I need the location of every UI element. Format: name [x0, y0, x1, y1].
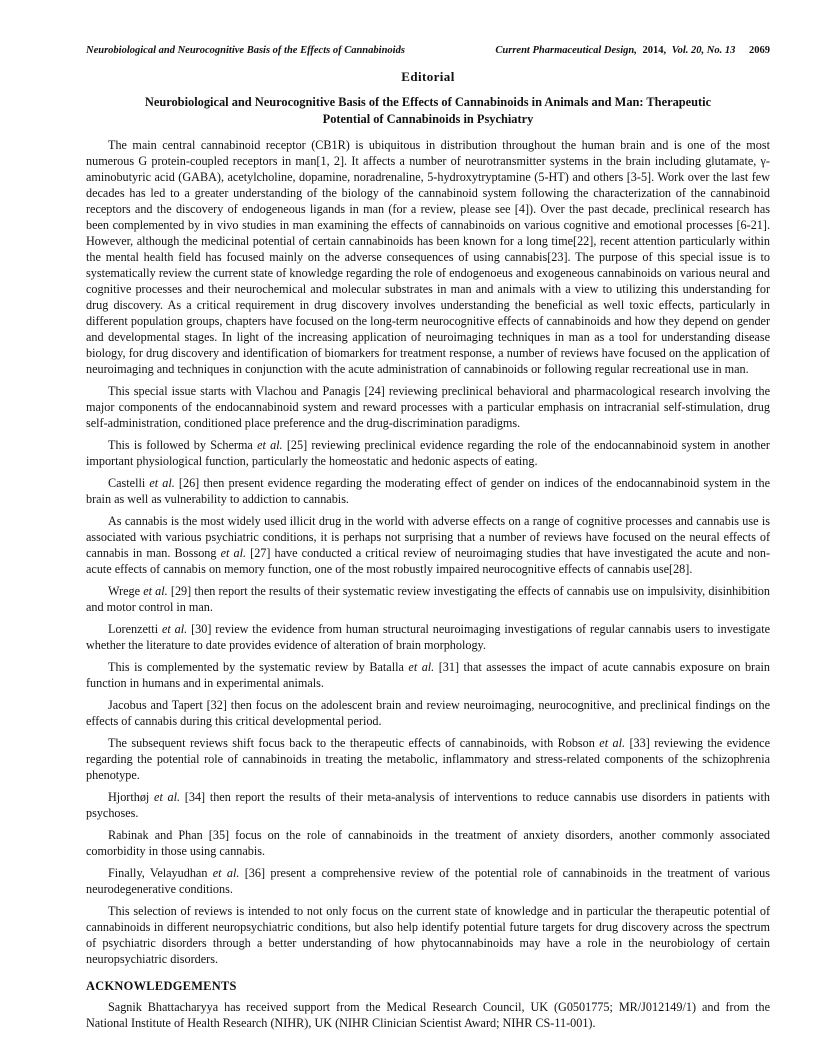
article-title — [86, 94, 770, 128]
paragraph: This special issue starts with Vlachou and Panagis [24] reviewing preclinical behavioral and pharmacological research involving the major components of the endocannabinoid system and reward processes with a particular emphasis on intracranial self-stimulation, drug self-administration, conditioned place preference and the drug-discrimination paradigms. — [86, 384, 770, 430]
paragraph: Jacobus and Tapert [32] then focus on the adolescent brain and review neuroimaging, neurocognitive, and preclinical findings on the effects of cannabis during this critical developmental period. — [86, 698, 770, 728]
paragraph: Hjorthøj et al. [34] then report the results of their meta-analysis of interventions to reduce cannabis use disorders in patients with psychoses. — [86, 790, 770, 820]
paragraph: Lorenzetti et al. [30] review the evidence from human structural neuroimaging investigations of regular cannabis users to investigate whether the literature to date provides evidence of alteration of brain morphology. — [86, 622, 771, 652]
paragraph: The main central cannabinoid receptor (CB1R) is ubiquitous in distribution throughout the human brain and is one of the most numerous G protein-coupled receptors in man[1, 2]. It affects a number of neurotransmitter systems in the brain including glutamate, γ-aminobutyric acid (GABA), acetylcholine, dopamine, noradrenaline, 5-hydroxytryptamine (5-HT) and others [3-5]. Work over the last few decades has led to a greater understanding of the biology of the cannabinoid system following the characterization of the cannabinoid receptors and the discovery of endogeneous ligands in man (for a review, please see [4]). Over the past decade, preclinical research has been complemented by in vivo studies in man examining the effects of cannabinoids on various cognitive and emotional processes [6-21]. However, although the medicinal potential of certain cannabinoids has been known for a long time[22], recent attention particularly within the mental health field has focused mainly on the adverse consequences of using cannabis[23]. The purpose of this special issue is to systematically review the current state of knowledge regarding the role of endogenoeus and exogeneous cannabinoids on various neural and cognitive processes and their neurochemical and molecular substrates in man and animals with a view to utilizing this understanding for drug discovery. As a critical requirement in drug discovery involves understanding the beneficial as well toxic effects, particularly in different population groups, chapters have focused on the long-term neurocognitive effects of cannabinoids and how they depend on gender and developmental stages. In light of the increasing application of neuroimaging techniques in man as a tool for understanding disease biology, for drug discovery and identification of biomarkers for treatment response, a number of reviews have focused on the application of neuroimaging and techniques in conjunction with the acute administration of cannabinoids or following regular recreational use in man. — [86, 138, 770, 376]
page-header — [86, 44, 770, 57]
journal-volume: Vol. 20, No. 13 — [671, 45, 736, 56]
article-title-line1: Neurobiological and Neurocognitive Basis of the Effects of Cannabinoids in Animals and Man: Therapeutic — [144, 95, 712, 109]
article-body — [86, 137, 770, 967]
article-title-line2: Potential of Cannabinoids in Psychiatry — [322, 112, 534, 126]
paragraph: Finally, Velayudhan et al. [36] present a comprehensive review of the potential role of cannabinoids in the treatment of various neurodegenerative conditions. — [86, 866, 770, 896]
paragraph: This is complemented by the systematic review by Batalla et al. [31] that assesses the impact of acute cannabis exposure on brain function in humans and in experimental animals. — [86, 660, 770, 690]
paragraph: Wrege et al. [29] then report the results of their systematic review investigating the effects of cannabis use on impulsivity, disinhibition and motor control in man. — [86, 584, 770, 614]
journal-citation — [495, 44, 770, 57]
section-label: Editorial — [401, 69, 455, 84]
acknowledgements-text: Sagnik Bhattacharyya has received support from the Medical Research Council, UK (G0501775; MR/J012149/1) and from the National Institute of Health Research (NIHR), UK (NIHR Clinician Scientist Award; NIHR CS-11-001). — [86, 1000, 770, 1030]
acknowledgements-heading: ACKNOWLEDGEMENTS — [86, 979, 237, 993]
journal-year: 2014, — [642, 45, 667, 56]
page-number: 2069 — [749, 45, 770, 56]
running-title: Neurobiological and Neurocognitive Basis of the Effects of Cannabinoids — [86, 45, 405, 56]
paragraph: As cannabis is the most widely used illicit drug in the world with adverse effects on a range of cognitive processes and cannabis use is associated with various psychiatric conditions, it is perhaps not surprising that a number of reviews have focused on the neural effects of cannabis in man. Bossong et al. [27] have conducted a critical review of neuroimaging studies that have investigated the acute and non-acute effects of cannabis on memory function, one of the most robustly impaired neurocognitive effects of cannabis use[28]. — [86, 514, 771, 576]
paragraph: This is followed by Scherma et al. [25] reviewing preclinical evidence regarding the role of the endocannabinoid system in another important physiological function, particularly the homeostatic and hedonic aspects of eating. — [86, 438, 770, 468]
paragraph: This selection of reviews is intended to not only focus on the current state of knowledge and in particular the therapeutic potential of cannabinoids in different neuropsychiatric conditions, but also help identify potential future targets for drug discovery across the spectrum of psychiatric disorders through a better understanding of how phytocannabinoids may have a role in the neurobiology of certain neuropsychiatric disorders. — [86, 904, 770, 966]
journal-name: Current Pharmaceutical Design, — [495, 45, 637, 56]
paragraph: The subsequent reviews shift focus back to the therapeutic effects of cannabinoids, with Robson et al. [33] reviewing the evidence regarding the potential role of cannabinoids in treating the metabolic, inflammatory and stress-related components of the schizophrenia phenotype. — [86, 736, 770, 782]
paragraph: Castelli et al. [26] then present evidence regarding the moderating effect of gender on indices of the endocannabinoid system in the brain as well as vulnerability to addiction to cannabis. — [86, 476, 770, 506]
paragraph: Rabinak and Phan [35] focus on the role of cannabinoids in the treatment of anxiety disorders, another commonly associated comorbidity in those using cannabis. — [86, 828, 770, 858]
